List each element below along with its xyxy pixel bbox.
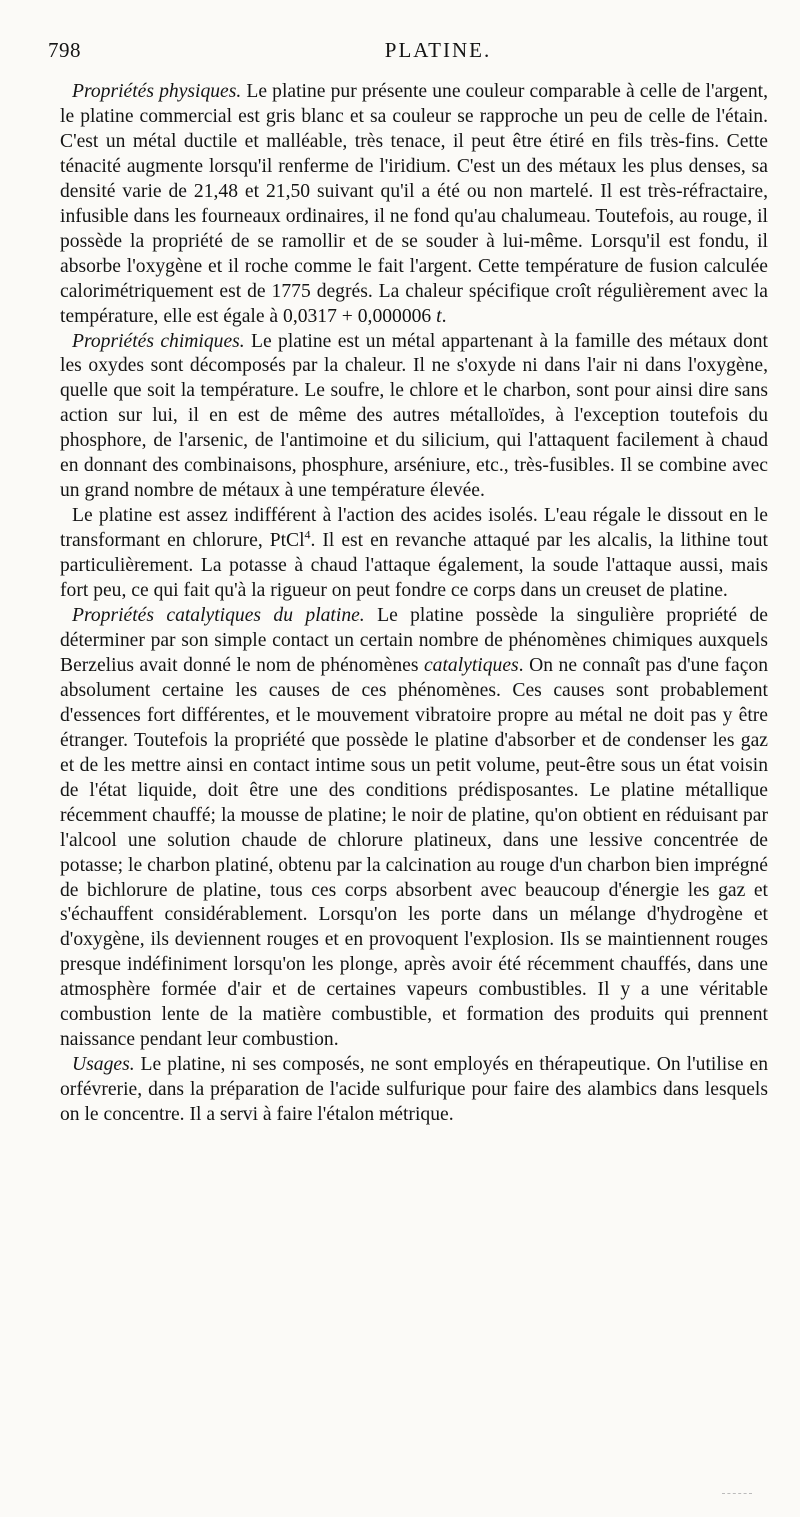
chloride-formula: [269, 527, 311, 552]
formula-base: PtCl: [269, 530, 305, 552]
page-number: 798: [48, 38, 81, 62]
acids-text-before: Le platine est assez indifférent à l'action des acides isolés. L'eau régale le dissout en le transformant en chlorure,: [60, 505, 768, 552]
uses-text: Le platine, ni ses composés, ne sont employés en thérapeutique. On l'utilise en orfévrerie, dans la préparation de l'acide sulfurique pour faire des alambics dans lesquels on le concentre. Il a servi à faire l'étalon métrique.: [60, 1054, 768, 1126]
physical-properties-text: Le platine pur présente une couleur comparable à celle de l'argent, le platine commercial est gris blanc et sa couleur se rapproche un peu de celle de l'étain. C'est un métal ductile et malléable, très tenace, il peut être étiré en fils très-fins. Cette ténacité augmente lorsqu'il renferme de l'iridium. C'est un des métaux les plus denses, sa densité varie de 21,48 et 21,50 suivant qu'il a été ou non martelé. Il est très-réfractaire, infusible dans les fourneaux ordinaires, il ne fond qu'au chalumeau. Toutefois, au rouge, il possède la propriété de se ramollir et de se souder à lui-même. Lorsqu'il est fondu, il absorbe l'oxygène et il roche comme le fait l'argent. Cette température de fusion calculée calorimétriquement est de 1775 degrés. La chaleur spécifique croît régulièrement avec la température, elle est égale à 0,0317 + 0,000006: [60, 81, 768, 327]
section-heading-chemical: Propriétés chimiques.: [72, 330, 245, 352]
paragraph-physical-properties: [60, 80, 768, 330]
section-heading-physical: Propriétés physiques.: [72, 81, 242, 102]
page-header: [48, 38, 768, 68]
paragraph-chemical-properties: [60, 330, 768, 505]
chemical-properties-text: Le platine est un métal appartenant à la famille des métaux dont les oxydes sont décomposés par la chaleur. Il ne s'oxyde ni dans l'air ni dans l'oxygène, quelle que soit la température. Le soufre, le chlore et le charbon, sont pour ainsi dire sans action sur lui, il en est de même des autres métalloïdes, à l'exception toutefois du phosphore, de l'arsenic, de l'antimoine et du silicium, qui l'attaquent facilement à chaud en donnant des combinaisons, phosphure, arséniure, etc., très-fusibles. Il se combine avec un grand nombre de métaux à une température élevée.: [60, 330, 768, 502]
paragraph-acids: [60, 504, 768, 604]
physical-properties-end: .: [441, 305, 447, 327]
formula-superscript: 4: [304, 527, 311, 542]
catalytic-text-b: . On ne connaît pas d'une façon absolument certaine les causes de ces phénomènes. Ces causes sont probablement d'essences fort différentes, et le mouvement vibratoire propre au métal ne doit pas y être étranger. Toutefois la propriété que possède le platine d'absorber et de condenser les gaz et de les mettre ainsi en contact intime sous un petit volume, peut-être sous un état voisin de l'état liquide, doit être une des conditions prédisposantes. Le platine métallique récemment chauffé; la mousse de platine; le noir de platine, qu'on obtient en réduisant par l'alcool une solution chaude de chlorure platineux, dans une lessive concentrée de potasse; le charbon platiné, obtenu par la calcination au rouge d'un charbon bien imprégné de bichlorure de platine, tous ces corps absorbent avec beaucoup d'énergie les gaz et s'échauffent considérablement. Lorsqu'on les porte dans un mélange d'hydrogène et d'oxygène, ils deviennent rouges et en provoquent l'explosion. Ils se maintiennent rouges presque indéfiniment lorsqu'on les plonge, après avoir été récemment chauffés, dans une atmosphère formée d'air et de certaines vapeurs combustibles. Il y a une véritable combustion lente de la matière combustible, et formation des produits qui prennent naissance pendant leur combustion.: [60, 654, 768, 1051]
section-heading-uses: Usages.: [72, 1054, 135, 1076]
catalytic-term: catalytiques: [423, 654, 519, 676]
paragraph-catalytic-properties: [60, 604, 768, 1053]
running-title: PLATINE.: [384, 38, 492, 62]
paragraph-uses: [60, 1053, 768, 1128]
footer-rule: [722, 1493, 752, 1495]
temperature-variable: t: [436, 305, 442, 327]
section-heading-catalytic: Propriétés catalytiques du platine.: [72, 605, 365, 627]
body-text: [60, 80, 768, 1128]
acids-text-after: . Il est en revanche attaqué par les alcalis, la lithine tout particulièrement. La potasse à chaud l'attaque également, la soude l'attaque aussi, mais fort peu, ce qui fait qu'à la rigueur on peut fondre ce corps dans un creuset de platine.: [60, 530, 768, 602]
catalytic-text-a: Le platine possède la singulière propriété de déterminer par son simple contact un certain nombre de phénomènes chimiques auxquels Berzelius avait donné le nom de phénomènes: [60, 605, 768, 676]
